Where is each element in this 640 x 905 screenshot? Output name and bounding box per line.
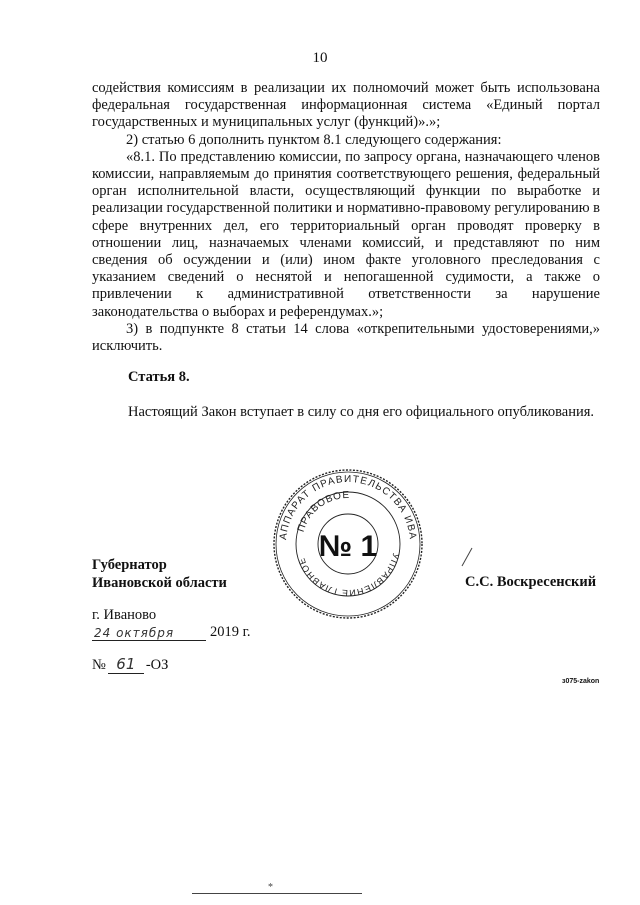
city-label: г. Иваново: [92, 607, 157, 623]
date-handwritten: 24 октября: [92, 626, 206, 641]
date-line: [92, 624, 251, 641]
footer-divider: [192, 893, 362, 894]
governor-title-line2: Ивановской области: [92, 575, 227, 591]
paragraph-item-2: 2) статью 6 дополнить пунктом 8.1 следующего содержания:: [126, 131, 502, 148]
number-handwritten: 61: [108, 655, 144, 674]
document-code: з075-zakon: [562, 678, 600, 685]
paragraph-item-8-1: «8.1. По представлению комиссии, по запросу органа, назначающего членов комиссии, направляемым до принятия соответствующего решения, федеральный орган исполнительной власти, осуществляющий функции по выработке и реализации государственной политики и нормативно-правовому регулированию в сфере внутренних дел, его территориальный орган проводят проверку в отношении лиц, назначаемых членами комиссий, и представляют по ним сведения об осуждении и (или) ином факте уголовного преследования с указанием сведений о неснятой и непогашенной судимости, а также о привлечении к административной ответственности за нарушение законодательства о выборах и референдумах.»;: [92, 148, 601, 320]
footer-asterisk: *: [268, 882, 273, 893]
number-suffix: -ОЗ: [145, 657, 169, 673]
date-year: 2019 г.: [210, 624, 251, 640]
svg-text:№ 1: № 1: [318, 530, 378, 563]
svg-text:УПРАВЛЕНИЕ ГЛАВНОЕ: УПРАВЛЕНИЕ ГЛАВНОЕ: [296, 552, 402, 599]
official-seal-stamp: [272, 468, 424, 625]
article-text: Настоящий Закон вступает в силу со дня его официального опубликования.: [128, 404, 595, 420]
governor-title-line1: Губернатор: [92, 557, 167, 573]
page-number: 10: [312, 50, 328, 66]
law-number-line: [92, 655, 168, 674]
svg-text:ПРАВОВОЕ: ПРАВОВОЕ: [295, 489, 351, 534]
paragraph-item-3: 3) в подпункте 8 статьи 14 слова «открепительными удостоверениями,» исключить.: [92, 320, 600, 355]
number-prefix: №: [92, 657, 106, 673]
paragraph-continuation: содействия комиссиям в реализации их полномочий может быть использована федеральная государственная информационная система «Единый портал государственных и муниципальных услуг (функций)».»;: [92, 80, 600, 131]
law-body: [92, 80, 600, 355]
governor-title: [92, 556, 227, 592]
article-heading: Статья 8.: [128, 369, 190, 385]
svg-text:АППАРАТ ПРАВИТЕЛЬСТВА ИВАНОВСК: АППАРАТ ПРАВИТЕЛЬСТВА ИВА: [278, 473, 418, 541]
signature-mark: [460, 546, 474, 573]
governor-name: С.С. Воскресенский: [465, 574, 597, 590]
